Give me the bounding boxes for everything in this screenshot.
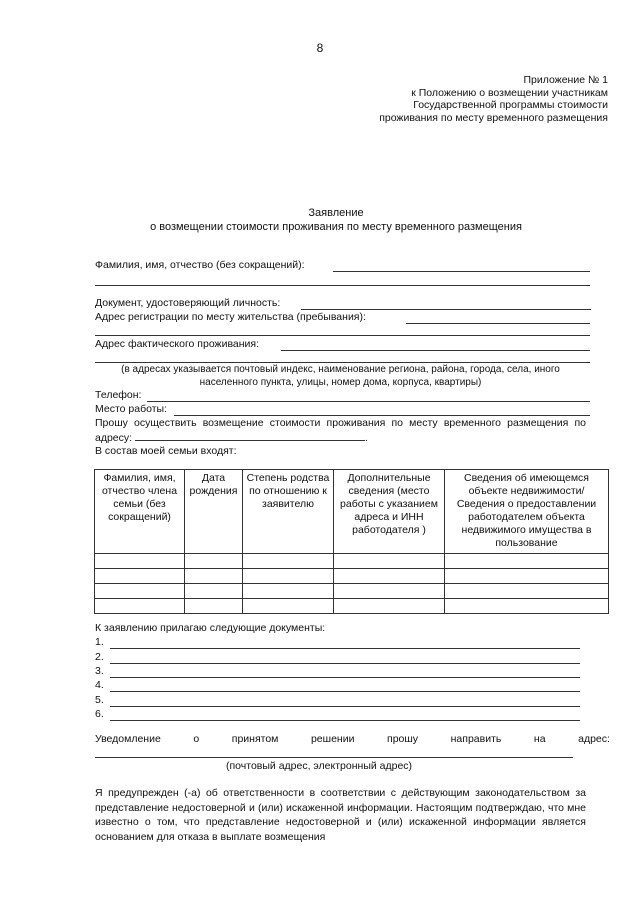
reg-address-label: Адрес регистрации по месту жительства (пребывания): xyxy=(95,311,366,323)
table-cell[interactable] xyxy=(95,554,185,569)
table-header-row xyxy=(95,470,609,554)
table-cell[interactable] xyxy=(334,554,445,569)
col-header-name: Фамилия, имя, отчество члена семьи (без сокращений) xyxy=(95,470,185,554)
document-item-number: 2. xyxy=(95,651,104,663)
fio-label: Фамилия, имя, отчество (без сокращений): xyxy=(95,259,305,271)
table-cell[interactable] xyxy=(185,569,243,584)
document-item-field[interactable] xyxy=(110,648,580,649)
appendix-line: Государственной программы стоимости xyxy=(413,99,608,111)
document-item-number: 3. xyxy=(95,665,104,677)
address-note: (в адресах указывается почтовый индекс, наименование региона, района, города, села, иного населенного пункта, улицы, номер дома, корпуса, квартиры) xyxy=(121,364,560,388)
document-item-field[interactable] xyxy=(110,706,580,707)
family-table xyxy=(94,469,609,614)
appendix-line: Приложение № 1 xyxy=(523,74,608,86)
family-label: В состав моей семьи входят: xyxy=(95,445,237,457)
notification-word: решении xyxy=(310,733,355,745)
actual-address-field-line2[interactable] xyxy=(95,362,590,363)
document-item-field[interactable] xyxy=(110,691,580,692)
table-cell[interactable] xyxy=(95,584,185,599)
document-label: Документ, удостоверяющий личность: xyxy=(95,297,281,309)
reg-address-field[interactable] xyxy=(406,323,590,324)
request-end: . xyxy=(364,432,368,444)
document-item-number: 6. xyxy=(95,708,104,720)
page-number: 8 xyxy=(316,41,324,55)
notification-word: о xyxy=(193,733,200,745)
table-cell[interactable] xyxy=(185,599,243,614)
work-field[interactable] xyxy=(174,415,590,416)
col-header-property-info: Сведения об имеющемся объекте недвижимости/ Сведения о предоставлении работодателем объекта недвижимого имущества в пользование xyxy=(445,470,609,554)
notification-word: Уведомление xyxy=(95,733,161,745)
table-cell[interactable] xyxy=(445,554,609,569)
table-cell[interactable] xyxy=(445,569,609,584)
fio-field[interactable] xyxy=(333,271,590,272)
table-cell[interactable] xyxy=(243,584,334,599)
request-address-field[interactable] xyxy=(135,430,365,441)
table-cell[interactable] xyxy=(445,599,609,614)
table-cell[interactable] xyxy=(243,554,334,569)
table-cell[interactable] xyxy=(334,599,445,614)
work-label: Место работы: xyxy=(95,403,167,415)
col-header-birthdate: Дата рождения xyxy=(185,470,243,554)
notification-text xyxy=(95,733,610,745)
table-row xyxy=(95,599,609,614)
col-header-additional-info: Дополнительные сведения (место работы с указанием адреса и ИНН работодателя ) xyxy=(334,470,445,554)
appendix-header xyxy=(379,74,608,124)
phone-field[interactable] xyxy=(147,401,590,402)
table-row xyxy=(95,554,609,569)
document-item-number: 1. xyxy=(95,636,104,648)
document-item-number: 4. xyxy=(95,679,104,691)
table-row xyxy=(95,569,609,584)
table-cell[interactable] xyxy=(243,569,334,584)
document-subtitle: о возмещении стоимости проживания по месту временного размещения xyxy=(150,221,522,233)
document-title: Заявление xyxy=(308,207,364,219)
table-cell[interactable] xyxy=(185,554,243,569)
notification-word: направить xyxy=(450,733,502,745)
table-cell[interactable] xyxy=(95,569,185,584)
declaration-text: Я предупрежден (-а) об ответственности в соответствии с действующим законодательством за представление недостоверной и (или) искаженной информации. Настоящим подтверждаю, что мне известно о том, что представление недостоверной и (или) искаженной информации является основанием для отказа в выплате возмещения xyxy=(95,787,586,843)
notification-word: адрес: xyxy=(578,733,610,745)
documents-intro: К заявлению прилагаю следующие документы: xyxy=(95,622,326,634)
col-header-relationship: Степень родства по отношению к заявителю xyxy=(243,470,334,554)
notification-word: на xyxy=(533,733,546,745)
table-cell[interactable] xyxy=(445,584,609,599)
table-cell[interactable] xyxy=(185,584,243,599)
actual-address-label: Адрес фактического проживания: xyxy=(95,338,260,350)
document-item-field[interactable] xyxy=(110,720,580,721)
actual-address-field[interactable] xyxy=(281,350,590,351)
notification-word: принятом xyxy=(231,733,279,745)
document-item-field[interactable] xyxy=(110,663,580,664)
reg-address-field-line2[interactable] xyxy=(95,335,590,336)
document-field[interactable] xyxy=(301,309,591,310)
table-row xyxy=(95,584,609,599)
phone-label: Телефон: xyxy=(95,389,142,401)
table-cell[interactable] xyxy=(95,599,185,614)
table-cell[interactable] xyxy=(243,599,334,614)
document-item-number: 5. xyxy=(95,694,104,706)
notification-address-field[interactable] xyxy=(95,757,573,758)
appendix-line: к Положению о возмещении участникам xyxy=(411,86,608,99)
request-label: Прошу осуществить возмещение стоимости проживания по месту временного размещения по адресу: xyxy=(95,417,586,444)
table-cell[interactable] xyxy=(334,569,445,584)
table-cell[interactable] xyxy=(334,584,445,599)
appendix-line: проживания по месту временного размещения xyxy=(379,111,608,124)
fio-field-line2[interactable] xyxy=(95,285,590,286)
document-item-field[interactable] xyxy=(110,677,580,678)
notification-word: прошу xyxy=(387,733,419,745)
notification-caption: (почтовый адрес, электронный адрес) xyxy=(226,760,413,772)
request-text xyxy=(95,417,586,445)
